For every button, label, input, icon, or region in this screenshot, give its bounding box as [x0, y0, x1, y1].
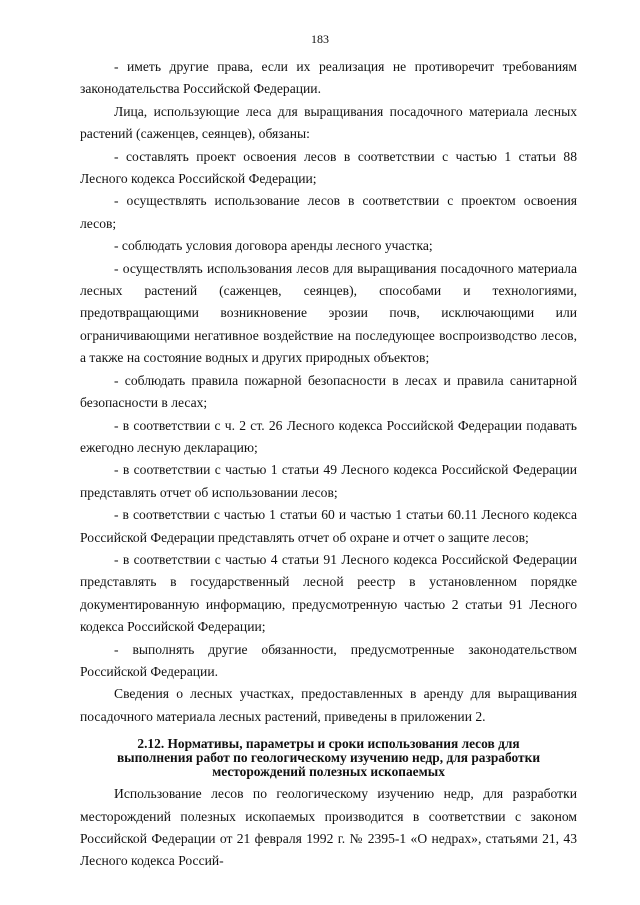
paragraph: Использование лесов по геологическому изучению недр, для разработки месторождений полезных ископаемых производится в соответствии с законом Российской Федерации от 21 февраля 1992 г. № 2395-1 «О недрах», статьями 21, 43 Лесного кодекса Россий- [80, 786, 577, 869]
section-heading-line: выполнения работ по геологическому изучению недр, для разработки [116, 750, 541, 766]
paragraph: - выполнять другие обязанности, предусмотренные законодательством Российской Федерации. [80, 641, 577, 679]
paragraph: - осуществлять использование лесов в соответствии с проектом освоения лесов; [80, 193, 577, 231]
paragraph: - в соответствии с частью 4 статьи 91 Лесного кодекса Российской Федерации представлять в государственный лесной реестр в установленном порядке документированную информацию, предусмотренную частью 2 статьи 91 Лесного кодекса Российской Федерации; [80, 551, 577, 635]
paragraph: - иметь другие права, если их реализация не противоречит требованиям законодательства Российской Федерации. [80, 59, 577, 97]
paragraph: Лица, использующие леса для выращивания посадочного материала лесных растений (саженцев, сеянцев), обязаны: [80, 103, 577, 142]
section-heading-line: 2.12. Нормативы, параметры и сроки использования лесов для [137, 736, 520, 752]
section-heading-line: месторождений полезных ископаемых [212, 764, 445, 780]
paragraph: Сведения о лесных участках, предоставленных в аренду для выращивания посадочного материала лесных растений, приведены в приложении 2. [80, 686, 577, 724]
paragraph: - соблюдать правила пожарной безопасности в лесах и правила санитарной безопасности в лесах; [80, 372, 577, 411]
paragraph: - соблюдать условия договора аренды лесного участка; [114, 238, 433, 254]
paragraph: - осуществлять использования лесов для выращивания посадочного материала лесных растений (саженцев, сеянцев), способами и технологиями, предотвращающими возникновение эрозии почв, исключающими или ограничивающими негативное воздействие на последующее воспроизводство лесов, а также на состояние водных и других природных объектов; [80, 260, 577, 366]
paragraph: - составлять проект освоения лесов в соответствии с частью 1 статьи 88 Лесного кодекса Российской Федерации; [80, 148, 577, 187]
page-number: 183 [311, 32, 329, 46]
document-body [80, 56, 577, 873]
paragraph: - в соответствии с ч. 2 ст. 26 Лесного кодекса Российской Федерации подавать ежегодно лесную декларацию; [80, 417, 577, 455]
paragraph: - в соответствии с частью 1 статьи 60 и частью 1 статьи 60.11 Лесного кодекса Российской Федерации представлять отчет об охране и отчет о защите лесов; [80, 507, 577, 545]
section-heading [80, 737, 577, 779]
paragraph: - в соответствии с частью 1 статьи 49 Лесного кодекса Российской Федерации представлять отчет об использовании лесов; [80, 462, 577, 500]
